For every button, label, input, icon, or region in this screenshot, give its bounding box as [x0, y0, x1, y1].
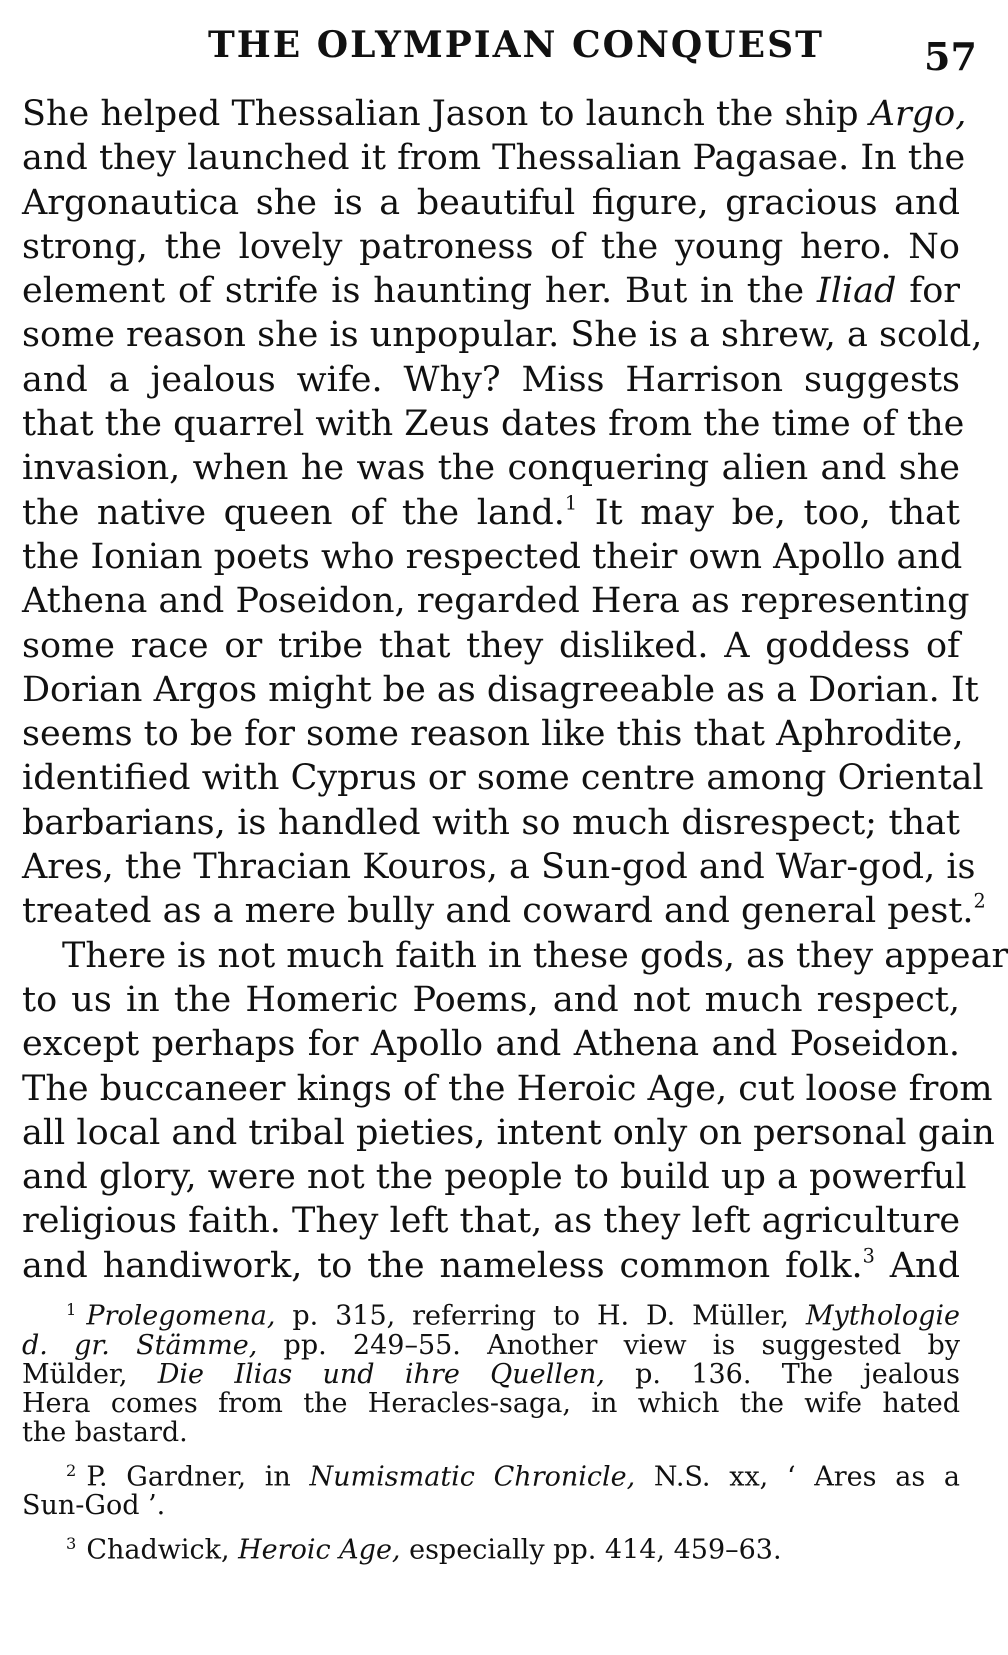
footnote-line: the bastard. [22, 1416, 188, 1448]
text-line: and glory, were not the people to build up a powerful [22, 1157, 967, 1198]
footnotes [22, 1295, 960, 1565]
text-line: the native queen of the land.$^1$ It may be, too, that [22, 491, 960, 533]
text-line: invasion, when he was the conquering alien and she [22, 448, 960, 489]
text-line: element of strife is haunting her. But in the Iliad for [22, 271, 960, 312]
footnote-ref[interactable]: 2 [973, 889, 986, 913]
text-line: to us in the Homeric Poems, and not much respect, [22, 979, 960, 1020]
footnote-ref[interactable]: 3 [862, 1244, 875, 1268]
text-line: except perhaps for Apollo and Athena and Poseidon. [22, 1024, 960, 1065]
footnote-mark: 3 [66, 1534, 77, 1554]
footnote-2: $^2$ P. Gardner, in Numismatic Chronicle, N.S. xx, ‘ Ares as a [66, 1460, 960, 1493]
footnote-1: $^1$ Prolegomena, p. 315, referring to H. D. Müller, Mythologie [66, 1300, 960, 1332]
text-line: strong, the lovely patroness of the young hero. No [22, 226, 960, 267]
text-line: treated as a mere bully and coward and general pest.$^2$ [22, 889, 986, 932]
text-line: all local and tribal pieties, intent only on personal gain [22, 1112, 995, 1153]
page-number: 57 [924, 34, 977, 79]
text-line: Argonautica she is a beautiful figure, gracious and [22, 182, 960, 223]
text-line: seems to be for some reason like this that Aphrodite, [22, 714, 964, 755]
text-line: some race or tribe that they disliked. A goddess of [22, 625, 960, 666]
footnote-line: Hera comes from the Heracles-saga, in which the wife hated [22, 1387, 960, 1419]
italic-title: Iliad [816, 271, 897, 312]
text-line: religious faith. They left that, as they left agriculture [22, 1201, 961, 1242]
text-line: that the quarrel with Zeus dates from the time of the [22, 404, 965, 445]
footnote-line: d. gr. Stämme, pp. 249–55. Another view is suggested by [22, 1329, 960, 1361]
text-line: barbarians, is handled with so much disrespect; that [22, 802, 960, 843]
footnote-line: Mülder, Die Ilias und ihre Quellen, p. 136. The jealous [22, 1358, 960, 1390]
footnote-line: Sun-God ’. [22, 1490, 166, 1522]
text-line: and they launched it from Thessalian Pagasae. In the [22, 138, 966, 179]
text-line: and handiwork, to the nameless common folk.$^3$ And [22, 1244, 960, 1286]
footnote-ref[interactable]: 1 [564, 491, 578, 515]
footnote-mark: 1 [66, 1300, 77, 1319]
text-line: and a jealous wife. Why? Miss Harrison suggests [22, 359, 960, 400]
running-title: THE OLYMPIAN CONQUEST [208, 24, 824, 66]
text-line: identified with Cyprus or some centre among Oriental [22, 758, 984, 799]
text-line: Athena and Poseidon, regarded Hera as representing [22, 581, 970, 622]
italic-title: Argo, [869, 94, 967, 134]
text-line: some reason she is unpopular. She is a shrew, a scold, [22, 315, 983, 356]
footnote-mark: 2 [66, 1460, 77, 1480]
text-line: Dorian Argos might be as disagreeable as a Dorian. It [22, 669, 979, 710]
text-line: The buccaneer kings of the Heroic Age, cut loose from [22, 1068, 993, 1109]
body-text [22, 92, 1008, 1288]
running-head [0, 14, 991, 79]
footnote-3: $^3$ Chadwick, Heroic Age, especially pp. 414, 459–63. [66, 1534, 782, 1567]
text-line: the Ionian poets who respected their own Apollo and [22, 536, 963, 577]
text-line: She helped Thessalian Jason to launch the ship Argo, [22, 94, 967, 134]
text-line: Ares, the Thracian Kouros, a Sun-god and War-god, is [22, 847, 976, 888]
paragraph-start-line: There is not much faith in these gods, as they appear [62, 935, 1008, 976]
